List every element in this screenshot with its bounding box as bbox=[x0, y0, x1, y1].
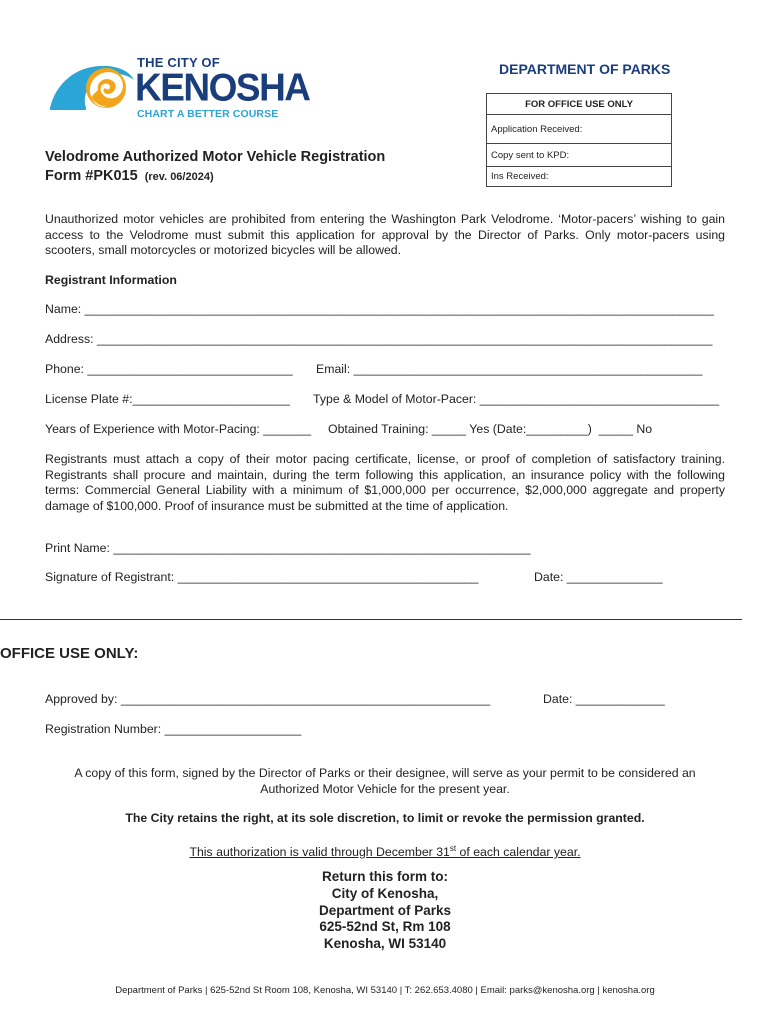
return-line: Department of Parks bbox=[318, 902, 452, 918]
approved-by-field[interactable]: Approved by: ______________________________________________________ bbox=[45, 692, 491, 706]
department-heading: DEPARTMENT OF PARKS bbox=[499, 61, 671, 77]
return-line: Kenosha, WI 53140 bbox=[323, 936, 447, 952]
name-field[interactable]: Name: ____________________________________________________________________________________________ bbox=[45, 302, 714, 316]
logo-city-of: THE CITY OF bbox=[137, 55, 220, 70]
office-use-title: OFFICE USE ONLY: bbox=[0, 645, 139, 662]
office-box-title: FOR OFFICE USE ONLY bbox=[487, 94, 672, 115]
email-field[interactable]: Email: ___________________________________________________ bbox=[316, 362, 703, 376]
validity-sup: st bbox=[449, 844, 457, 853]
form-number-label: Form #PK015 bbox=[45, 168, 138, 184]
page-footer: Department of Parks | 625-52nd St Room 108, Kenosha, WI 53140 | T: 262.653.4080 | Email: parks@kenosha.org | kenosha.org bbox=[115, 985, 655, 996]
form-number bbox=[45, 168, 214, 184]
application-received-field[interactable]: Application Received: bbox=[487, 115, 672, 144]
form-revision: (rev. 06/2024) bbox=[144, 171, 214, 183]
section-divider bbox=[0, 619, 742, 620]
validity-text-end: of each calendar year. bbox=[456, 845, 581, 860]
logo-kenosha: KENOSHA bbox=[135, 66, 310, 110]
phone-field[interactable]: Phone: ______________________________ bbox=[45, 362, 293, 376]
rights-note: The City retains the right, at its sole discretion, to limit or revoke the permission granted. bbox=[125, 811, 645, 825]
permit-note: A copy of this form, signed by the Director of Parks or their designee, will serve as your permit to be considered an Authorized Motor Vehicle for the present year. bbox=[74, 766, 696, 796]
registrant-heading: Registrant Information bbox=[45, 273, 177, 287]
signature-date-field[interactable]: Date: ______________ bbox=[534, 570, 663, 584]
print-name-field[interactable]: Print Name: _____________________________________________________________ bbox=[45, 541, 531, 555]
registration-number-field[interactable]: Registration Number: ____________________ bbox=[45, 722, 302, 736]
return-address bbox=[235, 869, 535, 953]
intro-paragraph: Unauthorized motor vehicles are prohibited from entering the Washington Park Velodrome. ‘Motor-pacers’ wishing to gain access to the Velodrome must submit this application for approval by the Director of Parks. Only motor-pacers using scooters, small motorcycles or motorized bicycles will be allowed. bbox=[45, 212, 725, 257]
office-use-box bbox=[486, 93, 672, 187]
copy-sent-kpd-field[interactable]: Copy sent to KPD: bbox=[487, 144, 672, 167]
requirements-paragraph: Registrants must attach a copy of their motor pacing certificate, license, or proof of completion of satisfactory training. Registrants shall procure and maintain, during the term following this application, an insurance policy with the following terms: Commercial General Liability with a minimum of $1,000,000 per occurrence, $2,000,000 aggregate and property damage of $100,000. Proof of insurance must be submitted at the time of application. bbox=[45, 452, 725, 513]
return-line: City of Kenosha, bbox=[331, 885, 439, 901]
logo-tagline: CHART A BETTER COURSE bbox=[137, 108, 279, 120]
return-line: 625-52nd St, Rm 108 bbox=[319, 919, 451, 935]
signature-field[interactable]: Signature of Registrant: ____________________________________________ bbox=[45, 570, 479, 584]
validity-note bbox=[60, 841, 710, 861]
experience-field[interactable]: Years of Experience with Motor-Pacing: _______ bbox=[45, 422, 312, 436]
address-field[interactable]: Address: __________________________________________________________________________________________ bbox=[45, 332, 713, 346]
validity-text: This authorization is valid through December 31 bbox=[189, 845, 450, 860]
form-title: Velodrome Authorized Motor Vehicle Registration bbox=[45, 149, 386, 165]
type-model-field[interactable]: Type & Model of Motor-Pacer: ___________________________________ bbox=[313, 392, 720, 406]
training-field[interactable]: Obtained Training: _____ Yes (Date:_________) _____ No bbox=[328, 422, 653, 436]
ins-received-field[interactable]: Ins Received: bbox=[487, 167, 672, 187]
approval-date-field[interactable]: Date: _____________ bbox=[543, 692, 665, 706]
license-plate-field[interactable]: License Plate #:_______________________ bbox=[45, 392, 290, 406]
return-line: Return this form to: bbox=[322, 869, 448, 884]
